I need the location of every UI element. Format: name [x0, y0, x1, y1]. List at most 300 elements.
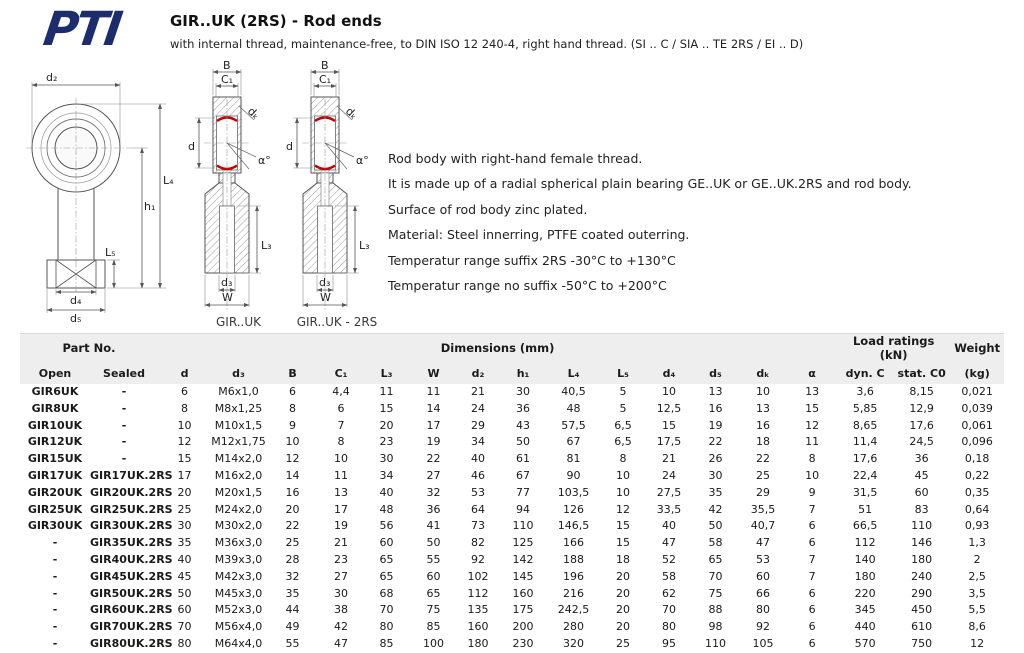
table-cell: 30 [334, 586, 349, 600]
part-no-sealed: - [121, 401, 127, 415]
table-cell: 40,7 [750, 519, 776, 533]
table-cell: 11,4 [852, 435, 878, 449]
col-header-L5: L₅ [600, 362, 646, 384]
table-cell: 610 [911, 620, 933, 634]
table-cell: 24 [471, 401, 486, 415]
table-cell: 83 [914, 502, 929, 516]
table-cell: 17,6 [909, 418, 934, 432]
col-header-open: Open [20, 362, 90, 384]
table-cell: 40 [379, 485, 394, 499]
page-header [170, 12, 1010, 51]
table-cell: 140 [854, 552, 876, 566]
group-header-part-no: Part No. [20, 334, 158, 363]
table-cell: 0,93 [964, 519, 990, 533]
table-cell: 85 [426, 620, 441, 634]
table-cell: 10 [285, 435, 300, 449]
table-cell: 75 [708, 586, 723, 600]
table-cell: 6 [181, 385, 189, 398]
part-no-sealed: - [121, 418, 127, 432]
table-cell: 70 [662, 603, 677, 617]
table-cell: 92 [756, 620, 771, 634]
table-row [20, 401, 1004, 418]
table-cell: 2,5 [968, 569, 986, 583]
table-cell: M30x2,0 [214, 519, 263, 533]
table-cell: 103,5 [557, 485, 590, 499]
table-cell: 145 [512, 569, 534, 583]
part-no-open: - [52, 636, 58, 650]
table-cell: 10 [177, 418, 192, 432]
table-row [20, 502, 1004, 519]
table-cell: 10 [662, 385, 677, 398]
table-cell: 65 [708, 552, 723, 566]
table-row [20, 535, 1004, 552]
rod-end-section-open-drawing [186, 60, 291, 314]
table-cell: 73 [471, 519, 486, 533]
part-no-open: GIR8UK [31, 401, 79, 415]
table-cell: 12 [177, 435, 192, 449]
group-header-weight: Weight [950, 334, 1004, 363]
table-cell: 166 [563, 536, 585, 550]
table-cell: M64x4,0 [214, 636, 263, 650]
table-cell: 5 [619, 385, 627, 398]
table-cell: 38 [334, 603, 349, 617]
table-cell: 125 [512, 536, 534, 550]
table-cell: 51 [858, 502, 873, 516]
part-no-sealed: GIR45UK.2RS [90, 569, 173, 583]
table-cell: 22 [708, 435, 723, 449]
table-cell: 16 [285, 485, 300, 499]
table-cell: 6 [808, 620, 816, 634]
table-cell: 57,5 [561, 418, 586, 432]
table-cell: 3,6 [856, 385, 874, 398]
table-cell: M12x1,75 [211, 435, 266, 449]
table-cell: 80 [662, 620, 677, 634]
table-cell: 35 [177, 536, 192, 550]
table-cell: 102 [467, 569, 489, 583]
part-no-sealed: GIR60UK.2RS [90, 603, 173, 617]
col-header-L3: L₃ [363, 362, 410, 384]
table-cell: 16 [756, 418, 771, 432]
table-cell: 50 [177, 586, 192, 600]
dim-label-h1: h₁ [144, 200, 156, 213]
table-cell: 0,021 [961, 385, 993, 398]
table-cell: 6 [289, 385, 297, 398]
table-column-header-row [20, 362, 1004, 384]
dim-label-alpha: α° [258, 154, 271, 167]
dimensions-table [20, 333, 1004, 653]
table-cell: 13 [756, 401, 771, 415]
table-cell: 80 [177, 636, 192, 650]
table-cell: 40 [471, 452, 486, 466]
table-cell: 26 [708, 452, 723, 466]
table-cell: 17,6 [852, 452, 878, 466]
table-cell: 12,9 [909, 401, 934, 415]
table-cell: 290 [911, 586, 933, 600]
table-cell: 0,64 [964, 502, 990, 516]
description-line: Rod body with right-hand female thread. [388, 151, 643, 166]
description-line: It is made up of a radial spherical plain bearing GE..UK or GE..UK.2RS and rod body. [388, 176, 912, 192]
table-row [20, 434, 1004, 451]
table-cell: 6 [337, 401, 345, 415]
table-cell: 320 [563, 636, 585, 650]
table-cell: 20 [616, 586, 631, 600]
part-no-open: GIR17UK [27, 468, 83, 482]
table-cell: M42x3,0 [214, 569, 263, 583]
table-cell: 45 [177, 569, 192, 583]
table-cell: 10 [616, 468, 631, 482]
description-line: Temperatur range no suffix -50°C to +200°C [388, 278, 667, 294]
table-cell: 40 [177, 552, 192, 566]
table-cell: 160 [467, 620, 489, 634]
table-cell: 98 [708, 620, 723, 634]
table-cell: 70 [177, 620, 192, 634]
table-cell: 70 [708, 569, 723, 583]
table-cell: 48 [566, 401, 581, 415]
table-cell: 175 [512, 603, 534, 617]
table-cell: 7 [337, 418, 345, 432]
table-cell: 55 [426, 552, 441, 566]
table-cell: 7 [808, 569, 816, 583]
table-cell: 47 [334, 636, 349, 650]
table-cell: 32 [426, 485, 441, 499]
table-cell: 30 [516, 385, 531, 398]
table-cell: 200 [512, 620, 534, 634]
table-cell: 0,22 [964, 468, 990, 482]
table-cell: 242,5 [557, 603, 590, 617]
table-cell: 25 [285, 536, 300, 550]
table-cell: 29 [756, 485, 771, 499]
table-cell: 105 [752, 636, 774, 650]
group-header-dimensions: Dimensions (mm) [158, 334, 837, 363]
table-cell: 49 [285, 620, 300, 634]
table-cell: 240 [911, 569, 933, 583]
col-header-alpha: α [787, 362, 837, 384]
table-row [20, 586, 1004, 603]
table-cell: 50 [426, 536, 441, 550]
table-cell: 17 [426, 418, 441, 432]
part-no-open: - [52, 569, 58, 583]
group-header-load-ratings: Load ratings (kN) [837, 334, 950, 363]
table-cell: 60 [426, 569, 441, 583]
table-cell: 750 [911, 636, 933, 650]
table-cell: M14x2,0 [214, 452, 263, 466]
table-cell: 80 [379, 620, 394, 634]
table-cell: 58 [708, 536, 723, 550]
table-cell: 0,35 [964, 485, 990, 499]
caption-open-variant: GIR..UK [215, 315, 262, 329]
rod-end-section-sealed-drawing [284, 60, 389, 314]
part-no-sealed: GIR30UK.2RS [90, 519, 173, 533]
dim-label-L5: L₅ [105, 246, 116, 259]
description-line: Surface of rod body zinc plated. [388, 201, 588, 217]
table-cell: 6 [808, 536, 816, 550]
part-no-sealed: GIR20UK.2RS [90, 485, 173, 499]
table-cell: 45 [914, 468, 929, 482]
table-cell: 15 [379, 401, 394, 415]
table-cell: 345 [854, 603, 876, 617]
table-row [20, 518, 1004, 535]
table-cell: 10 [616, 485, 631, 499]
table-cell: 17,5 [656, 435, 682, 449]
table-cell: M16x2,0 [214, 468, 263, 482]
table-group-header-row [20, 334, 1004, 363]
table-cell: 13 [805, 385, 820, 398]
table-cell: 7 [808, 502, 816, 516]
table-cell: 23 [334, 552, 349, 566]
table-cell: 35 [285, 586, 300, 600]
table-cell: 22 [756, 452, 771, 466]
part-no-sealed: - [121, 452, 127, 466]
table-cell: 4,4 [332, 385, 350, 398]
table-cell: 34 [379, 468, 394, 482]
table-cell: 40 [662, 519, 677, 533]
dim-label-d5: d₅ [70, 312, 82, 324]
part-no-sealed: GIR40UK.2RS [90, 552, 173, 566]
table-cell: 64 [471, 502, 486, 516]
col-header-d5: d₅ [692, 362, 739, 384]
dim-label-W: W [222, 291, 233, 304]
dim-label-B: B [223, 60, 231, 72]
col-header-dk: dₖ [739, 362, 787, 384]
table-cell: 0,039 [961, 401, 993, 415]
table-row [20, 569, 1004, 586]
table-cell: 220 [854, 586, 876, 600]
table-cell: 18 [756, 435, 771, 449]
col-header-W: W [410, 362, 457, 384]
pti-logo: PTI [40, 2, 123, 57]
table-cell: 65 [379, 569, 394, 583]
table-cell: 15 [616, 519, 631, 533]
table-cell: 180 [467, 636, 489, 650]
table-cell: 65 [426, 586, 441, 600]
table-cell: 9 [808, 485, 816, 499]
table-cell: 20 [285, 502, 300, 516]
caption-sealed-variant: GIR..UK - 2RS [296, 315, 378, 329]
table-cell: M36x3,0 [214, 536, 263, 550]
table-cell: 180 [911, 552, 933, 566]
table-cell: 55 [285, 636, 300, 650]
table-cell: 7 [808, 552, 816, 566]
dim-label-C1: C₁ [221, 73, 234, 86]
table-cell: 5 [619, 401, 627, 415]
table-cell: M24x2,0 [214, 502, 263, 516]
table-cell: 3,5 [968, 586, 986, 600]
table-cell: 11 [379, 385, 394, 398]
col-header-sealed: Sealed [90, 362, 158, 384]
table-cell: 280 [563, 620, 585, 634]
part-no-sealed: GIR17UK.2RS [90, 468, 173, 482]
table-cell: 25 [177, 502, 192, 516]
table-cell: 22 [285, 519, 300, 533]
table-cell: 19 [334, 519, 349, 533]
table-cell: 85 [379, 636, 394, 650]
table-cell: 6 [808, 636, 816, 650]
table-cell: 80 [756, 603, 771, 617]
table-cell: 19 [708, 418, 723, 432]
part-no-sealed: GIR35UK.2RS [90, 536, 173, 550]
part-no-open: - [52, 603, 58, 617]
table-cell: 48 [379, 502, 394, 516]
table-cell: 53 [471, 485, 486, 499]
table-cell: 6 [808, 586, 816, 600]
table-cell: 20 [379, 418, 394, 432]
part-no-sealed: GIR80UK.2RS [90, 636, 173, 650]
table-cell: 196 [563, 569, 585, 583]
part-no-open: GIR12UK [27, 435, 83, 449]
table-cell: 230 [512, 636, 534, 650]
table-row [20, 384, 1004, 401]
dim-label-d2: d₂ [46, 71, 58, 84]
table-row [20, 418, 1004, 435]
table-cell: 10 [805, 468, 820, 482]
table-cell: 27 [334, 569, 349, 583]
table-cell: 22,4 [852, 468, 878, 482]
table-cell: 94 [516, 502, 531, 516]
table-cell: 46 [471, 468, 486, 482]
table-cell: 60 [177, 603, 192, 617]
table-cell: 112 [467, 586, 489, 600]
part-no-open: GIR15UK [27, 452, 83, 466]
col-header-B: B [266, 362, 319, 384]
table-cell: 146 [911, 536, 933, 550]
table-cell: 52 [662, 552, 677, 566]
table-cell: 188 [563, 552, 585, 566]
col-header-dyn-c: dyn. C [837, 362, 893, 384]
table-cell: M6x1,0 [218, 385, 259, 398]
table-cell: 0,096 [961, 435, 993, 449]
table-cell: 44 [285, 603, 300, 617]
table-cell: 12,5 [656, 401, 682, 415]
part-no-open: GIR20UK [27, 485, 83, 499]
table-cell: 12 [970, 636, 985, 650]
table-cell: 95 [662, 636, 677, 650]
table-cell: 146,5 [557, 519, 590, 533]
table-cell: 53 [756, 552, 771, 566]
col-header-C1: C₁ [319, 362, 363, 384]
table-cell: 68 [379, 586, 394, 600]
page-subtitle: with internal thread, maintenance-free, to DIN ISO 12 240-4, right hand thread. (SI .. C / SIA .. TE 2RS / EI .. D) [170, 37, 804, 51]
table-cell: 15 [662, 418, 677, 432]
table-cell: M39x3,0 [214, 552, 263, 566]
table-cell: 70 [379, 603, 394, 617]
table-cell: 47 [662, 536, 677, 550]
table-cell: 58 [662, 569, 677, 583]
table-cell: 8,15 [909, 385, 934, 398]
table-cell: 6 [808, 603, 816, 617]
dim-label-L3: L₃ [261, 239, 272, 252]
table-cell: 19 [426, 435, 441, 449]
table-cell: 20 [616, 569, 631, 583]
table-cell: 216 [563, 586, 585, 600]
table-cell: 90 [566, 468, 581, 482]
table-cell: 24 [662, 468, 677, 482]
part-no-open: GIR10UK [27, 418, 83, 432]
table-cell: 20 [177, 485, 192, 499]
table-row [20, 451, 1004, 468]
table-cell: 110 [512, 519, 534, 533]
table-cell: 67 [566, 435, 581, 449]
table-cell: 100 [423, 636, 445, 650]
table-cell: 24,5 [909, 435, 934, 449]
table-cell: 20 [616, 620, 631, 634]
table-row [20, 602, 1004, 619]
table-cell: 14 [426, 401, 441, 415]
table-cell: 66,5 [852, 519, 878, 533]
dim-label-d3: d₃ [221, 276, 233, 289]
table-cell: 50 [708, 519, 723, 533]
product-description [388, 146, 988, 298]
table-cell: 15 [616, 536, 631, 550]
part-no-open: GIR25UK [27, 502, 83, 516]
rod-end-front-view-drawing [8, 62, 188, 324]
table-cell: 13 [334, 485, 349, 499]
table-cell: 27 [426, 468, 441, 482]
table-cell: 36 [426, 502, 441, 516]
table-cell: 75 [426, 603, 441, 617]
table-cell: 11 [426, 385, 441, 398]
table-cell: 160 [512, 586, 534, 600]
part-no-sealed: - [121, 385, 127, 398]
table-cell: M10x1,5 [214, 418, 263, 432]
table-cell: 56 [379, 519, 394, 533]
table-cell: 1,3 [968, 536, 986, 550]
table-cell: 21 [471, 385, 486, 398]
table-cell: 6,5 [614, 418, 632, 432]
table-cell: 21 [334, 536, 349, 550]
part-no-open: GIR6UK [31, 385, 79, 398]
table-row [20, 468, 1004, 485]
table-cell: 23 [379, 435, 394, 449]
table-cell: 50 [516, 435, 531, 449]
table-cell: 42 [334, 620, 349, 634]
dim-label-L4: L₄ [163, 174, 174, 187]
part-no-open: - [52, 620, 58, 634]
dimensions-table-container [20, 333, 1004, 653]
table-cell: 36 [914, 452, 929, 466]
table-cell: 440 [854, 620, 876, 634]
table-cell: 62 [662, 586, 677, 600]
table-cell: 5,5 [968, 603, 986, 617]
table-cell: 31,5 [852, 485, 878, 499]
table-cell: 22 [426, 452, 441, 466]
table-cell: 12 [616, 502, 631, 516]
table-cell: M52x3,0 [214, 603, 263, 617]
table-cell: 27,5 [656, 485, 682, 499]
table-cell: 570 [854, 636, 876, 650]
table-cell: M20x1,5 [214, 485, 263, 499]
table-cell: 60 [914, 485, 929, 499]
part-no-open: - [52, 552, 58, 566]
table-cell: 77 [516, 485, 531, 499]
table-cell: 35 [708, 485, 723, 499]
table-cell: 20 [616, 603, 631, 617]
part-no-sealed: GIR25UK.2RS [90, 502, 173, 516]
dim-label-dk: dₖ [244, 104, 263, 123]
table-row [20, 619, 1004, 636]
table-cell: 25 [756, 468, 771, 482]
table-cell: 16 [708, 401, 723, 415]
table-cell: 135 [467, 603, 489, 617]
table-cell: 32 [285, 569, 300, 583]
table-cell: 65 [379, 552, 394, 566]
table-cell: 30 [708, 468, 723, 482]
col-header-d: d [158, 362, 211, 384]
table-cell: 35,5 [750, 502, 776, 516]
table-body [20, 384, 1004, 653]
table-cell: 10 [334, 452, 349, 466]
col-header-h1: h₁ [499, 362, 547, 384]
table-row [20, 636, 1004, 653]
